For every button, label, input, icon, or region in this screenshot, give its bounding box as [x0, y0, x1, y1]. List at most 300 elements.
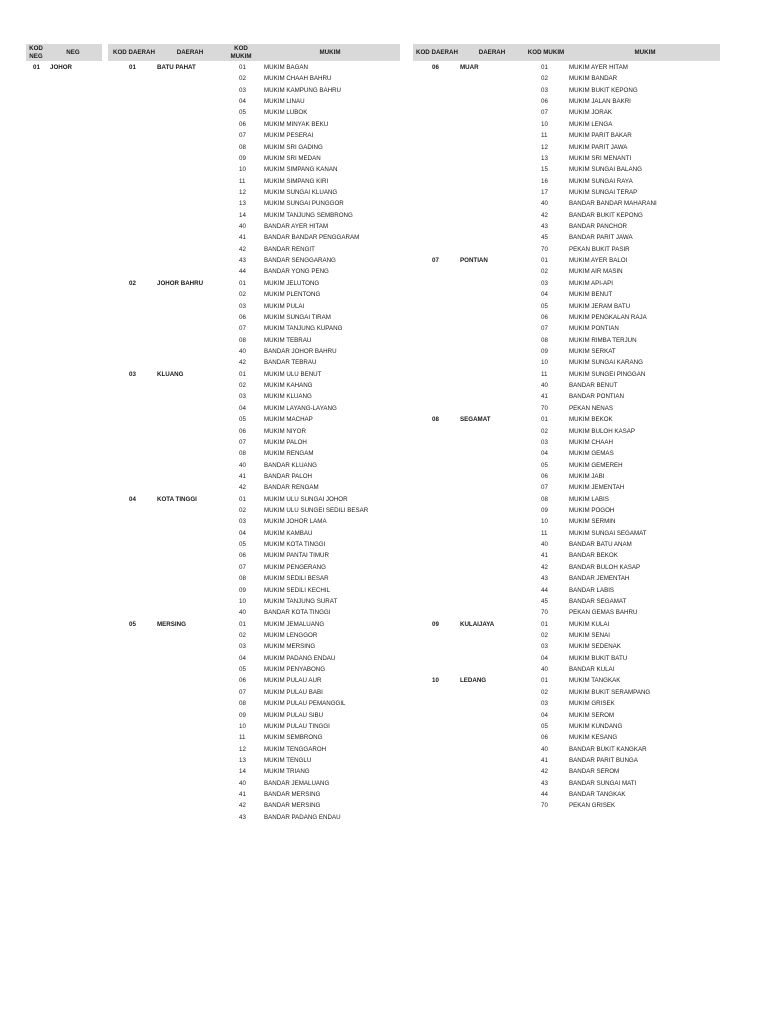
mukim-name: MUKIM ULU SUNGEI SEDILI BESAR	[264, 507, 369, 515]
mukim-name: MUKIM PULAU AUR	[264, 677, 322, 685]
mukim-name: MUKIM CHAAH	[569, 438, 614, 446]
mukim-name: MUKIM JALAN BAKRI	[569, 98, 631, 106]
mukim-name: MUKIM LUBOK	[264, 109, 308, 117]
mukim-code: 11	[239, 734, 246, 742]
table-row	[0, 187, 768, 198]
table-row	[0, 278, 768, 289]
table-row	[0, 255, 768, 266]
mukim-code: 07	[541, 325, 548, 333]
mukim-code: 03	[541, 643, 548, 651]
mukim-code: 41	[239, 234, 246, 242]
mukim-code: 12	[541, 143, 548, 151]
mukim-name: BANDAR BENUT	[569, 382, 618, 390]
mukim-name: MUKIM BANDAR	[569, 75, 618, 83]
mukim-code: 11	[541, 529, 548, 537]
mukim-code: 15	[541, 166, 548, 174]
mukim-name: MUKIM TANJUNG KUPANG	[264, 325, 343, 333]
mukim-code: 03	[239, 302, 246, 310]
table-row	[0, 675, 768, 686]
table-row	[0, 573, 768, 584]
table-row	[0, 335, 768, 346]
mukim-name: BANDAR BANDAR PENGGARAM	[264, 234, 360, 242]
mukim-code: 12	[239, 745, 246, 753]
mukim-name: MUKIM PADANG ENDAU	[264, 654, 336, 662]
mukim-code: 11	[541, 132, 548, 140]
table-row	[0, 744, 768, 755]
table-row	[0, 698, 768, 709]
mukim-name: BANDAR LABIS	[569, 586, 615, 594]
mukim-name: BANDAR PANCHOR	[569, 223, 627, 231]
mukim-code: 40	[541, 200, 548, 208]
table-row	[0, 85, 768, 96]
mukim-name: MUKIM JERAM BATU	[569, 302, 631, 310]
mukim-name: MUKIM API-API	[569, 279, 614, 287]
mukim-name: MUKIM SERMIN	[569, 518, 616, 526]
district-code: 08	[432, 416, 439, 424]
mukim-name: BANDAR SEROM	[569, 768, 620, 776]
mukim-name: MUKIM SEDILI KECHIL	[264, 586, 331, 594]
mukim-name: BANDAR YONG PENG	[264, 268, 329, 276]
table-row	[0, 357, 768, 368]
mukim-code: 01	[239, 64, 246, 71]
mukim-code: 02	[239, 507, 246, 515]
mukim-code: 41	[239, 791, 246, 799]
mukim-name: MUKIM PARIT BAKAR	[569, 132, 632, 140]
mukim-code: 04	[239, 529, 246, 537]
mukim-name: MUKIM TANJUNG SURAT	[264, 597, 338, 605]
mukim-name: MUKIM PULAU PEMANGGIL	[264, 700, 346, 708]
state-code: 01	[33, 64, 40, 71]
mukim-code: 10	[541, 518, 548, 526]
mukim-code: 03	[541, 700, 548, 708]
mukim-code: 05	[239, 666, 246, 674]
mukim-code: 06	[239, 120, 246, 128]
mukim-code: 02	[239, 382, 246, 390]
mukim-code: 44	[541, 586, 548, 594]
mukim-code: 01	[541, 64, 548, 71]
mukim-code: 03	[541, 86, 548, 94]
table-row	[0, 142, 768, 153]
table-row	[0, 732, 768, 743]
district-name: MUAR	[460, 64, 479, 71]
mukim-code: 17	[541, 188, 548, 196]
mukim-code: 09	[239, 586, 246, 594]
mukim-name: BANDAR PADANG ENDAU	[264, 813, 341, 821]
mukim-name: MUKIM SRI MENANTI	[569, 154, 632, 162]
mukim-name: MUKIM MACHAP	[264, 416, 313, 424]
mukim-name: BANDAR MERSING	[264, 802, 321, 810]
mukim-name: BANDAR PARIT BUNGA	[569, 756, 638, 764]
mukim-name: MUKIM JELUTONG	[264, 279, 320, 287]
mukim-code: 04	[239, 404, 246, 412]
mukim-name: MUKIM SUNGAI SEGAMAT	[569, 529, 647, 537]
table-row	[0, 153, 768, 164]
header-mukim-right: MUKIM	[634, 49, 656, 56]
mukim-code: 43	[541, 575, 548, 583]
mukim-name: MUKIM RIMBA TERJUN	[569, 336, 637, 344]
mukim-code: 02	[541, 688, 548, 696]
mukim-name: MUKIM SRI MEDAN	[264, 154, 321, 162]
mukim-name: MUKIM PENGKALAN RAJA	[569, 313, 647, 321]
mukim-code: 13	[541, 154, 548, 162]
table-row	[0, 619, 768, 630]
mukim-name: MUKIM JOHOR LAMA	[264, 518, 327, 526]
mukim-name: BANDAR AYER HITAM	[264, 223, 329, 231]
mukim-name: MUKIM POGOH	[569, 507, 615, 515]
mukim-code: 01	[239, 370, 246, 378]
mukim-name: MUKIM LENGA	[569, 120, 613, 128]
mukim-name: BANDAR BEKOK	[569, 552, 618, 560]
mukim-code: 43	[239, 257, 246, 265]
mukim-name: MUKIM BUKIT SERAMPANG	[569, 688, 651, 696]
mukim-name: PEKAN BUKIT PASIR	[569, 245, 630, 253]
mukim-name: MUKIM PARIT JAWA	[569, 143, 628, 151]
state-name: JOHOR	[50, 64, 73, 71]
table-row	[0, 585, 768, 596]
mukim-name: MUKIM PULAU SIBU	[264, 711, 324, 719]
header-kod-daerah: KOD DAERAH	[113, 49, 155, 56]
district-name: KLUANG	[157, 370, 184, 378]
mukim-name: MUKIM LENGGOR	[264, 632, 318, 639]
mukim-code: 02	[541, 427, 548, 435]
mukim-name: MUKIM GEMEREH	[569, 461, 623, 469]
mukim-code: 10	[239, 722, 246, 730]
mukim-code: 07	[239, 563, 246, 571]
mukim-code: 42	[541, 768, 548, 776]
mukim-name: BANDAR PONTIAN	[569, 393, 625, 401]
mukim-name: MUKIM SUNGEI PINGGAN	[569, 370, 646, 378]
mukim-code: 40	[239, 779, 246, 787]
mukim-code: 07	[541, 109, 548, 117]
mukim-code: 45	[541, 597, 548, 605]
mukim-name: MUKIM TANJUNG SEMBRONG	[264, 211, 353, 219]
mukim-code: 14	[239, 211, 246, 219]
mukim-code: 08	[239, 575, 246, 583]
mukim-code: 08	[239, 700, 246, 708]
mukim-name: BANDAR SUNGAI MATI	[569, 779, 637, 787]
mukim-code: 13	[239, 200, 246, 208]
mukim-code: 03	[239, 86, 246, 94]
mukim-code: 06	[239, 677, 246, 685]
table-row	[0, 73, 768, 84]
mukim-name: MUKIM JORAK	[569, 109, 612, 117]
mukim-code: 40	[541, 382, 548, 390]
mukim-name: BANDAR BULOH KASAP	[569, 563, 641, 571]
mukim-code: 05	[239, 541, 246, 549]
mukim-code: 09	[541, 507, 548, 515]
mukim-code: 04	[239, 654, 246, 662]
mukim-name: MUKIM SUNGAI TERAP	[569, 188, 638, 196]
mukim-code: 06	[239, 313, 246, 321]
table-row	[0, 369, 768, 380]
district-name: KULAIJAYA	[460, 620, 495, 628]
table-row	[0, 539, 768, 550]
table-row	[0, 800, 768, 811]
header-kod-mukim: KOD MUKIM	[230, 45, 252, 60]
table-row	[0, 414, 768, 425]
mukim-name: MUKIM TANGKAK	[569, 677, 621, 685]
mukim-code: 02	[239, 632, 246, 639]
mukim-code: 01	[239, 495, 246, 503]
mukim-code: 16	[541, 177, 548, 185]
table-row	[0, 346, 768, 357]
mukim-code: 43	[541, 223, 548, 231]
table-row	[0, 778, 768, 789]
mukim-code: 70	[541, 802, 548, 810]
mukim-code: 06	[541, 472, 548, 480]
mukim-name: MUKIM AIR MASIN	[569, 268, 623, 276]
mukim-code: 14	[239, 768, 246, 776]
mukim-code: 04	[239, 98, 246, 106]
mukim-name: MUKIM BULOH KASAP	[569, 427, 636, 435]
mukim-name: BANDAR JOHOR BAHRU	[264, 348, 337, 355]
mukim-code: 08	[239, 143, 246, 151]
mukim-code: 07	[239, 325, 246, 333]
mukim-name: BANDAR JEMENTAH	[569, 575, 630, 583]
mukim-code: 42	[239, 484, 246, 492]
mukim-name: MUKIM KUNDANG	[569, 722, 623, 730]
mukim-code: 01	[541, 620, 548, 628]
district-name: JOHOR BAHRU	[157, 279, 204, 287]
mukim-name: BANDAR RENGAM	[264, 484, 319, 492]
mukim-name: PEKAN NENAS	[569, 404, 614, 412]
table-row	[0, 437, 768, 448]
table-row	[0, 119, 768, 130]
table-row	[0, 562, 768, 573]
header-kod-daerah-right: KOD DAERAH	[416, 49, 458, 56]
mukim-name: MUKIM PESERAI	[264, 132, 314, 140]
mukim-name: MUKIM PULAU BABI	[264, 688, 323, 696]
mukim-code: 42	[239, 245, 246, 253]
district-code: 06	[432, 64, 439, 71]
table-row	[0, 641, 768, 652]
mukim-code: 44	[541, 791, 548, 799]
mukim-code: 13	[239, 756, 246, 764]
mukim-name: MUKIM ULU BENUT	[264, 370, 322, 378]
table-row	[0, 687, 768, 698]
mukim-name: MUKIM TEBRAU	[264, 336, 312, 344]
table-row	[0, 221, 768, 232]
mukim-name: MUKIM PANTAI TIMUR	[264, 552, 329, 560]
mukim-code: 07	[239, 438, 246, 446]
mukim-code: 09	[541, 348, 548, 355]
mukim-name: MUKIM KAMBAU	[264, 529, 313, 537]
table-row	[0, 107, 768, 118]
mukim-name: MUKIM TENGLU	[264, 756, 312, 764]
mukim-code: 04	[541, 291, 548, 299]
mukim-code: 08	[239, 336, 246, 344]
mukim-code: 05	[541, 722, 548, 730]
mukim-name: BANDAR TANGKAK	[569, 791, 626, 799]
mukim-code: 41	[541, 552, 548, 560]
mukim-code: 06	[239, 552, 246, 560]
mukim-name: MUKIM TENGGAROH	[264, 745, 327, 753]
mukim-code: 01	[541, 677, 548, 685]
mukim-code: 10	[541, 120, 548, 128]
mukim-code: 11	[239, 177, 246, 185]
mukim-code: 07	[239, 132, 246, 140]
mukim-name: MUKIM SUNGAI TIRAM	[264, 313, 331, 321]
mukim-name: MUKIM JABI	[569, 472, 605, 480]
district-name: LEDANG	[460, 677, 487, 685]
mukim-name: MUKIM KLUANG	[264, 393, 312, 401]
table-row	[0, 653, 768, 664]
table-row	[0, 550, 768, 561]
mukim-name: MUKIM KAMPUNG BAHRU	[264, 86, 342, 94]
table-row	[0, 403, 768, 414]
mukim-code: 40	[239, 223, 246, 231]
mukim-code: 40	[239, 461, 246, 469]
district-code: 02	[129, 279, 136, 287]
mukim-code: 03	[541, 438, 548, 446]
mukim-code: 03	[239, 518, 246, 526]
mukim-code: 02	[239, 75, 246, 83]
table-row	[0, 505, 768, 516]
mukim-name: MUKIM LINAU	[264, 98, 305, 106]
district-code: 10	[432, 677, 439, 685]
table-row	[0, 471, 768, 482]
table-row	[0, 96, 768, 107]
table-row	[0, 62, 768, 73]
header-daerah: DAERAH	[176, 49, 204, 56]
mukim-name: MUKIM SENAI	[569, 632, 610, 639]
mukim-name: MUKIM SUNGAI PUNGGOR	[264, 200, 344, 208]
mukim-name: BANDAR BUKIT KANGKAR	[569, 745, 647, 753]
mukim-name: MUKIM MINYAK BEKU	[264, 120, 329, 128]
table-row	[0, 130, 768, 141]
mukim-name: MUKIM PENGERANG	[264, 563, 326, 571]
mukim-name: BANDAR KULAI	[569, 666, 615, 674]
district-name: SEGAMAT	[460, 416, 491, 424]
mukim-code: 07	[541, 484, 548, 492]
mukim-name: MUKIM GEMAS	[569, 450, 614, 458]
mukim-code: 45	[541, 234, 548, 242]
table-row	[0, 312, 768, 323]
mukim-code: 06	[239, 427, 246, 435]
district-name: BATU PAHAT	[157, 64, 196, 71]
district-code: 03	[129, 370, 136, 378]
mukim-code: 03	[541, 279, 548, 287]
header-mukim: MUKIM	[319, 49, 341, 56]
mukim-code: 05	[239, 416, 246, 424]
district-code: 05	[129, 620, 136, 628]
table-row	[0, 426, 768, 437]
mukim-name: BANDAR PARIT JAWA	[569, 234, 633, 242]
mukim-name: MUKIM MERSING	[264, 643, 316, 651]
mukim-code: 41	[541, 756, 548, 764]
mukim-name: BANDAR KLUANG	[264, 461, 317, 469]
table-row	[0, 164, 768, 175]
district-code: 07	[432, 257, 439, 265]
mukim-code: 41	[239, 472, 246, 480]
mukim-name: MUKIM TRIANG	[264, 768, 310, 776]
mukim-code: 70	[541, 404, 548, 412]
mukim-code: 05	[239, 109, 246, 117]
mukim-code: 40	[239, 609, 246, 617]
mukim-name: MUKIM LABIS	[569, 495, 609, 503]
mukim-name: MUKIM SEDENAK	[569, 643, 621, 651]
mukim-name: MUKIM SEROM	[569, 711, 615, 719]
mukim-code: 42	[239, 359, 246, 367]
mukim-code: 44	[239, 268, 246, 276]
mukim-code: 02	[541, 268, 548, 276]
mukim-name: MUKIM JEMALUANG	[264, 620, 325, 628]
header-kod-mukim-right: KOD MUKIM	[527, 49, 565, 56]
mukim-name: MUKIM LAYANG-LAYANG	[264, 404, 337, 412]
table-row	[0, 596, 768, 607]
mukim-name: MUKIM SUNGAI KLUANG	[264, 188, 338, 196]
header-neg: NEG	[66, 49, 80, 56]
district-name: MERSING	[157, 620, 186, 628]
table-row	[0, 721, 768, 732]
mukim-name: MUKIM CHAAH BAHRU	[264, 75, 332, 83]
mukim-code: 70	[541, 245, 548, 253]
mukim-name: MUKIM JEMENTAH	[569, 484, 625, 492]
district-code: 04	[129, 495, 136, 503]
mukim-code: 08	[541, 495, 548, 503]
mukim-code: 11	[541, 370, 548, 378]
mukim-code: 01	[239, 279, 246, 287]
mukim-code: 40	[541, 541, 548, 549]
table-row	[0, 448, 768, 459]
table-row	[0, 323, 768, 334]
mukim-code: 08	[541, 336, 548, 344]
table-row	[0, 812, 768, 823]
table-row	[0, 301, 768, 312]
mukim-code: 01	[541, 257, 548, 265]
table-row	[0, 607, 768, 618]
mukim-name: MUKIM BENUT	[569, 291, 613, 299]
table-row	[0, 766, 768, 777]
mukim-name: MUKIM SERKAT	[569, 348, 616, 355]
table-row	[0, 232, 768, 243]
header-kod-neg: KOD NEG	[29, 45, 43, 60]
table-row	[0, 244, 768, 255]
mukim-name: MUKIM SUNGAI KARANG	[569, 359, 643, 367]
table-row	[0, 710, 768, 721]
mukim-code: 01	[239, 620, 246, 628]
mukim-name: BANDAR JEMALUANG	[264, 779, 330, 787]
mukim-code: 09	[239, 711, 246, 719]
table-row	[0, 460, 768, 471]
mukim-name: MUKIM BEKOK	[569, 416, 613, 424]
table-row	[0, 176, 768, 187]
mukim-code: 03	[239, 643, 246, 651]
mukim-name: BANDAR MERSING	[264, 791, 321, 799]
mukim-code: 06	[541, 98, 548, 106]
mukim-name: BANDAR BUKIT KEPONG	[569, 211, 643, 219]
mukim-code: 06	[541, 313, 548, 321]
mukim-name: PEKAN GRISEK	[569, 802, 616, 810]
mukim-name: MUKIM NIYOR	[264, 427, 306, 435]
district-code: 01	[129, 64, 136, 71]
mukim-code: 10	[239, 166, 246, 174]
mukim-name: MUKIM BUKIT BATU	[569, 654, 628, 662]
mukim-code: 42	[239, 802, 246, 810]
mukim-name: MUKIM PULAI	[264, 302, 305, 310]
header-daerah-right: DAERAH	[478, 49, 506, 56]
mukim-code: 02	[541, 632, 548, 639]
mukim-name: MUKIM KESANG	[569, 734, 618, 742]
mukim-code: 43	[239, 813, 246, 821]
mukim-code: 42	[541, 211, 548, 219]
mukim-name: BANDAR SEGAMAT	[569, 597, 627, 605]
mukim-code: 01	[541, 416, 548, 424]
mukim-code: 10	[239, 597, 246, 605]
district-code: 09	[432, 620, 439, 628]
mukim-code: 09	[239, 154, 246, 162]
mukim-name: MUKIM PALOH	[264, 438, 307, 446]
